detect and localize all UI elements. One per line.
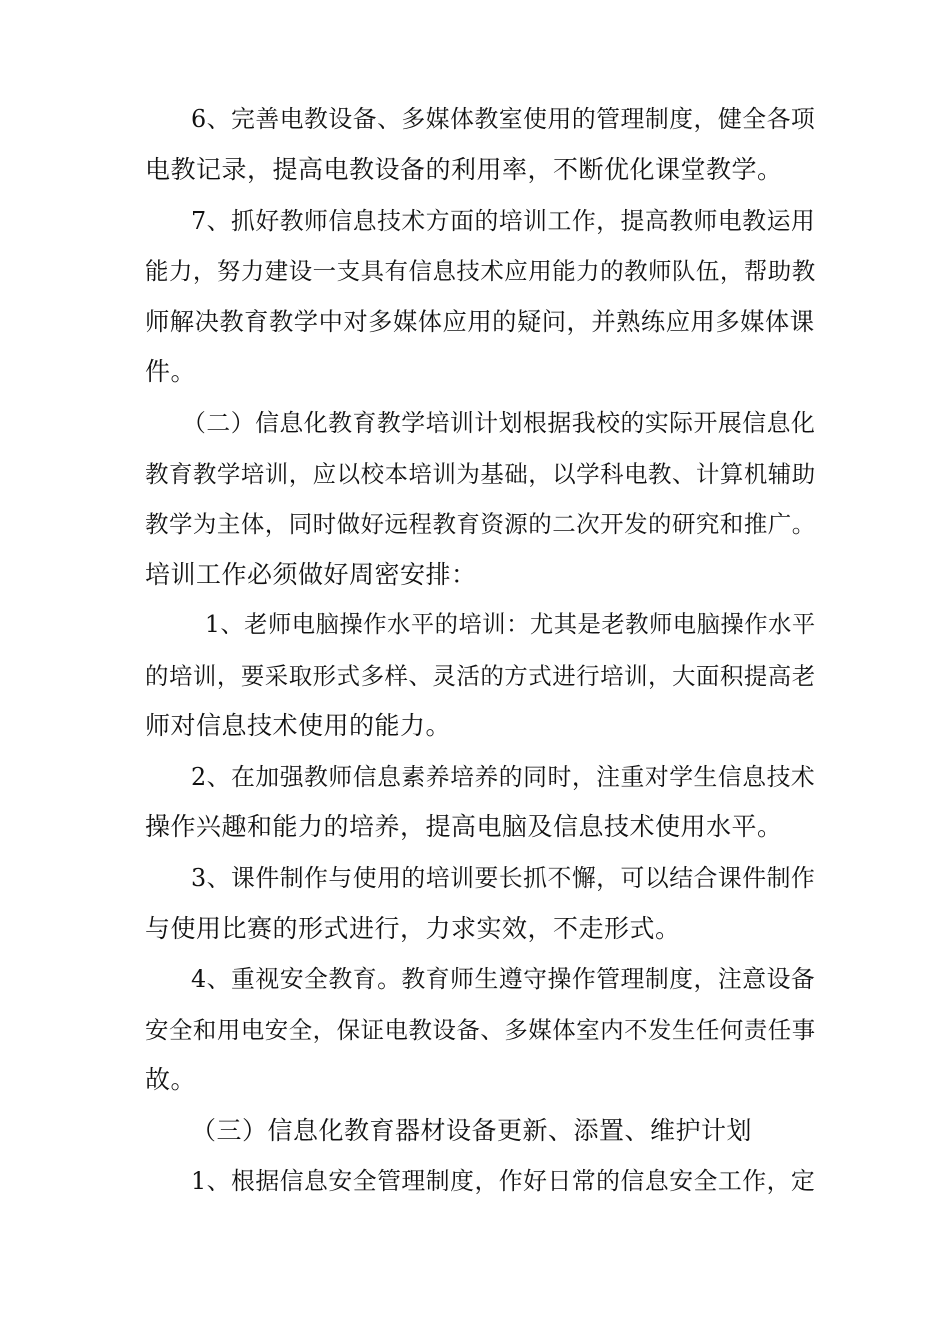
- text-line: 操作兴趣和能力的培养，提高电脑及信息技术使用水平。: [145, 812, 783, 841]
- text-line: 培训工作必须做好周密安排：: [145, 560, 477, 589]
- text-line: 3、课件制作与使用的培训要长抓不懈，可以结合课件制作: [191, 864, 816, 892]
- text-line: 的培训，要采取形式多样、灵活的方式进行培训，大面积提高老: [145, 662, 816, 690]
- text-line: （二）信息化教育教学培训计划根据我校的实际开展信息化: [182, 409, 816, 437]
- text-line: 2、在加强教师信息素养培养的同时，注重对学生信息技术: [191, 763, 816, 791]
- text-line: 教育教学培训，应以校本培训为基础，以学科电教、计算机辅助: [145, 460, 816, 488]
- text-line: （三）信息化教育器材设备更新、添置、维护计划: [191, 1116, 753, 1145]
- text-line: 电教记录，提高电教设备的利用率，不断优化课堂教学。: [145, 155, 783, 184]
- text-line: 6、完善电教设备、多媒体教室使用的管理制度，健全各项: [191, 105, 816, 133]
- text-line: 件。: [145, 357, 197, 386]
- text-line: 1、老师电脑操作水平的培训：尤其是老教师电脑操作水平: [205, 611, 816, 638]
- text-line: 能力，努力建设一支具有信息技术应用能力的教师队伍，帮助教: [145, 257, 816, 285]
- text-line: 师对信息技术使用的能力。: [145, 711, 452, 740]
- text-line: 安全和用电安全，保证电教设备、多媒体室内不发生任何责任事: [145, 1016, 816, 1044]
- text-line: 1、根据信息安全管理制度，作好日常的信息安全工作，定: [191, 1167, 816, 1195]
- text-line: 7、抓好教师信息技术方面的培训工作，提高教师电教运用: [191, 207, 816, 235]
- text-line: 师解决教育教学中对多媒体应用的疑问，并熟练应用多媒体课: [145, 307, 815, 336]
- text-line: 故。: [145, 1065, 197, 1094]
- text-line: 4、重视安全教育。教育师生遵守操作管理制度，注意设备: [191, 965, 816, 993]
- text-line: 教学为主体，同时做好远程教育资源的二次开发的研究和推广。: [145, 510, 816, 538]
- text-line: 与使用比赛的形式进行，力求实效，不走形式。: [145, 914, 681, 943]
